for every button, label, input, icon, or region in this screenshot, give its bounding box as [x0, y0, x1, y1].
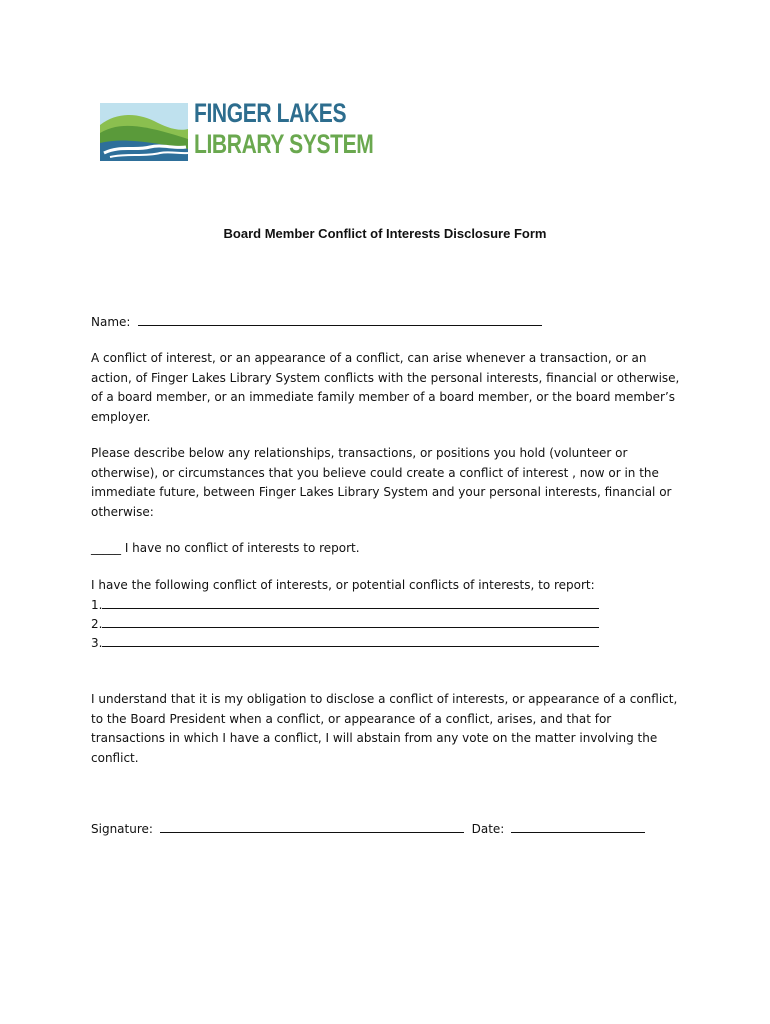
conflict-list-item	[91, 614, 599, 634]
list-item-number: 1.	[91, 598, 103, 612]
no-conflict-label: I have no conflict of interests to report.	[124, 541, 360, 555]
name-input-line[interactable]	[138, 312, 542, 326]
obligation-paragraph: I understand that it is my obligation to disclose a conflict of interests, or appearance of a conflict, to the Board President when a conflict, or appearance of a conflict, arises, and that for transactions in which I have a conflict, I will abstain from any vote on the matter involving the conflict.	[91, 692, 678, 765]
date-label: Date:	[471, 822, 505, 836]
instructions-paragraph: Please describe below any relationships, transactions, or positions you hold (volunteer or otherwise), or circumstances that you believe could create a conflict of interest , now or in the immediate future, between Finger Lakes Library System and your personal interests, financial or otherwise:	[91, 446, 672, 519]
signature-label: Signature:	[91, 822, 153, 836]
list-intro: I have the following conflict of interests, or potential conflicts of interests, to report:	[91, 578, 595, 592]
finger-lakes-logo	[100, 98, 374, 164]
conflict-1-input-line[interactable]	[102, 595, 599, 609]
conflict-2-input-line[interactable]	[102, 614, 599, 628]
no-conflict-checkbox-blank[interactable]: _____	[91, 541, 121, 555]
conflict-list-item	[91, 633, 599, 653]
landscape-logo-icon	[100, 103, 188, 163]
name-field-row	[91, 312, 542, 332]
conflict-definition-paragraph: A conflict of interest, or an appearance of a conflict, can arise whenever a transaction, or an action, of Finger Lakes Library System conflicts with the personal interests, financial or otherwise, of a board member, or an immediate family member of a board member, or the board member’s employer.	[91, 351, 680, 424]
signature-date-row	[91, 819, 645, 839]
form-title: Board Member Conflict of Interests Disclosure Form	[223, 226, 547, 241]
signature-input-line[interactable]	[160, 819, 464, 833]
conflict-3-input-line[interactable]	[102, 633, 599, 647]
logo-line-1: FINGER LAKES	[194, 98, 347, 128]
name-label: Name:	[91, 315, 131, 329]
conflict-list-item	[91, 595, 599, 615]
list-item-number: 3.	[91, 636, 103, 650]
list-item-number: 2.	[91, 617, 103, 631]
logo-wordmark	[194, 100, 424, 158]
date-input-line[interactable]	[511, 819, 645, 833]
logo-line-2: LIBRARY SYSTEM	[194, 129, 374, 159]
no-conflict-row	[91, 539, 360, 558]
